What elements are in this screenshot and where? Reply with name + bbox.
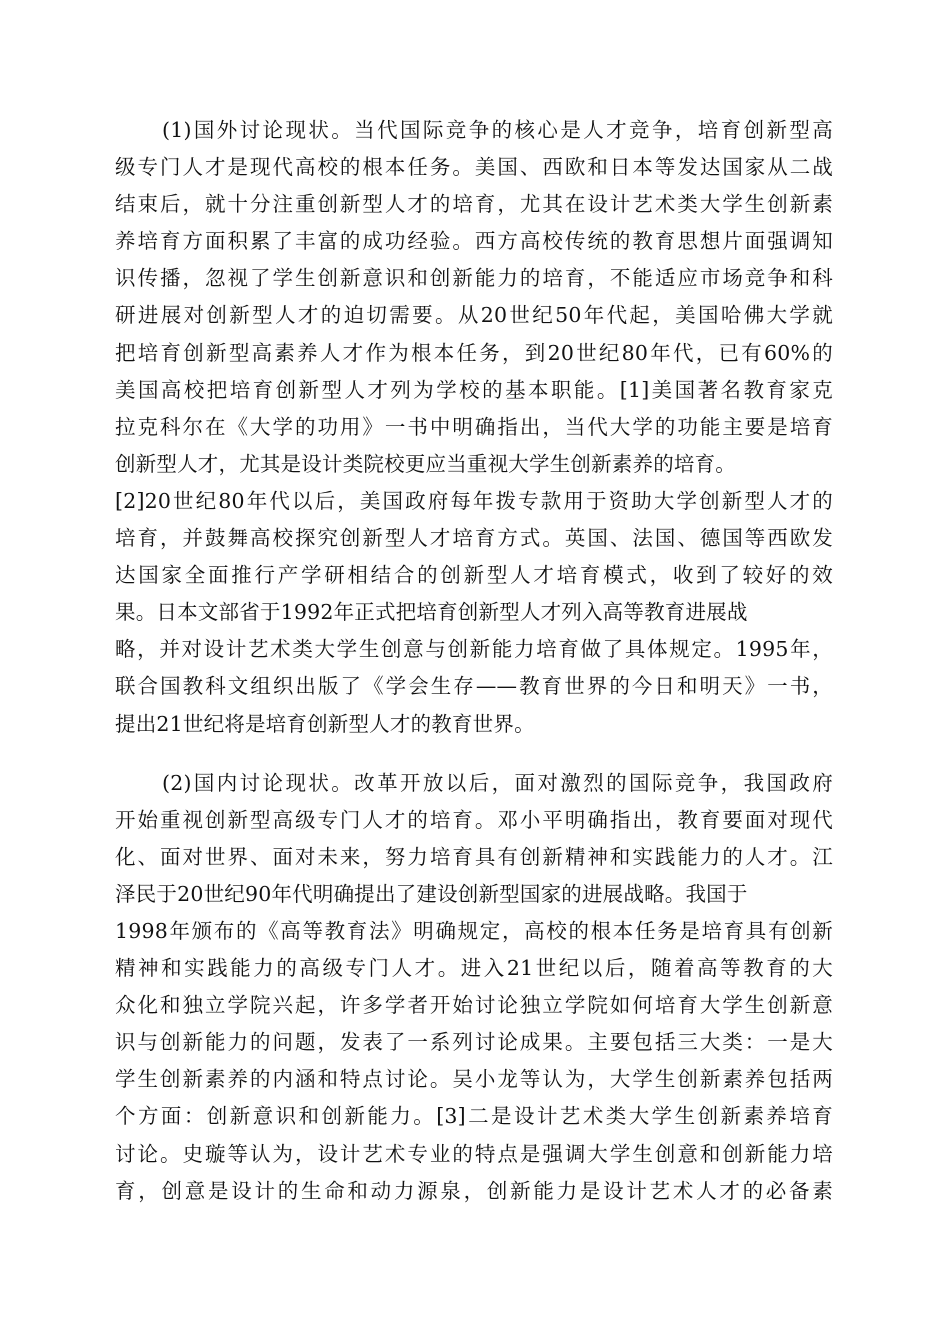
document-page <box>115 112 833 1210</box>
text-line: 创新型人才，尤其是设计类院校更应当重视大学生创新素养的培育。 <box>115 451 736 476</box>
text-line: 结束后，就十分注重创新型人才的培育，尤其在设计艺术类大学生创新素 <box>115 192 833 217</box>
text-line: 开始重视创新型高级专门人才的培育。邓小平明确指出，教育要面对现代 <box>115 807 833 832</box>
text-line: 美国高校把培育创新型人才列为学校的基本职能。[1]美国著名教育家克 <box>115 377 833 402</box>
text-line: 拉克科尔在《大学的功用》一书中明确指出，当代大学的功能主要是培育 <box>115 414 833 439</box>
text-line: 养培育方面积累了丰富的成功经验。西方高校传统的教育思想片面强调知 <box>115 229 833 254</box>
text-line: 1998年颁布的《高等教育法》明确规定，高校的根本任务是培育具有创新 <box>115 918 833 943</box>
text-line: (1)国外讨论现状。当代国际竞争的核心是人才竞争，培育创新型高 <box>162 118 833 142</box>
text-line: 精神和实践能力的高级专门人才。进入21世纪以后，随着高等教育的大 <box>115 956 833 981</box>
text-line: 培育，并鼓舞高校探究创新型人才培育方式。英国、法国、德国等西欧发 <box>115 526 833 551</box>
text-line: [2]20世纪80年代以后，美国政府每年拨专款用于资助大学创新型人才的 <box>115 488 833 513</box>
text-line: 联合国教科文组织出版了《学会生存——教育世界的今日和明天》一书， <box>115 674 833 699</box>
text-line: 识与创新能力的问题，发表了一系列讨论成果。主要包括三大类：一是大 <box>115 1030 833 1055</box>
text-line: 略，并对设计艺术类大学生创意与创新能力培育做了具体规定。1995年， <box>115 637 833 662</box>
paragraph-domestic-research <box>115 765 833 1210</box>
text-line: 果。日本文部省于1992年正式把培育创新型人才列入高等教育进展战 <box>115 600 748 625</box>
text-line: 育，创意是设计的生命和动力源泉，创新能力是设计艺术人才的必备素 <box>115 1178 833 1203</box>
text-line: 个方面：创新意识和创新能力。[3]二是设计艺术类大学生创新素养培育 <box>115 1104 833 1129</box>
text-line: 化、面对世界、面对未来，努力培育具有创新精神和实践能力的人才。江 <box>115 844 833 869</box>
text-line: 提出21世纪将是培育创新型人才的教育世界。 <box>115 711 535 736</box>
text-line: 讨论。史璇等认为，设计艺术专业的特点是强调大学生创意和创新能力培 <box>115 1141 833 1166</box>
text-line: 泽民于20世纪90年代明确提出了建设创新型国家的进展战略。我国于 <box>115 881 748 906</box>
text-line: 研进展对创新型人才的迫切需要。从20世纪50年代起，美国哈佛大学就 <box>115 303 833 328</box>
text-line: 识传播，忽视了学生创新意识和创新能力的培育，不能适应市场竞争和科 <box>115 266 833 291</box>
text-line: 把培育创新型高素养人才作为根本任务，到20世纪80年代，已有60%的 <box>115 340 833 365</box>
paragraph-foreign-research <box>115 112 833 743</box>
text-line: 众化和独立学院兴起，许多学者开始讨论独立学院如何培育大学生创新意 <box>115 993 833 1018</box>
text-line: 学生创新素养的内涵和特点讨论。吴小龙等认为，大学生创新素养包括两 <box>115 1067 833 1092</box>
text-line: 级专门人才是现代高校的根本任务。美国、西欧和日本等发达国家从二战 <box>115 155 833 180</box>
text-line: (2)国内讨论现状。改革开放以后，面对激烈的国际竞争，我国政府 <box>162 770 833 795</box>
text-line: 达国家全面推行产学研相结合的创新型人才培育模式，收到了较好的效 <box>115 563 833 588</box>
